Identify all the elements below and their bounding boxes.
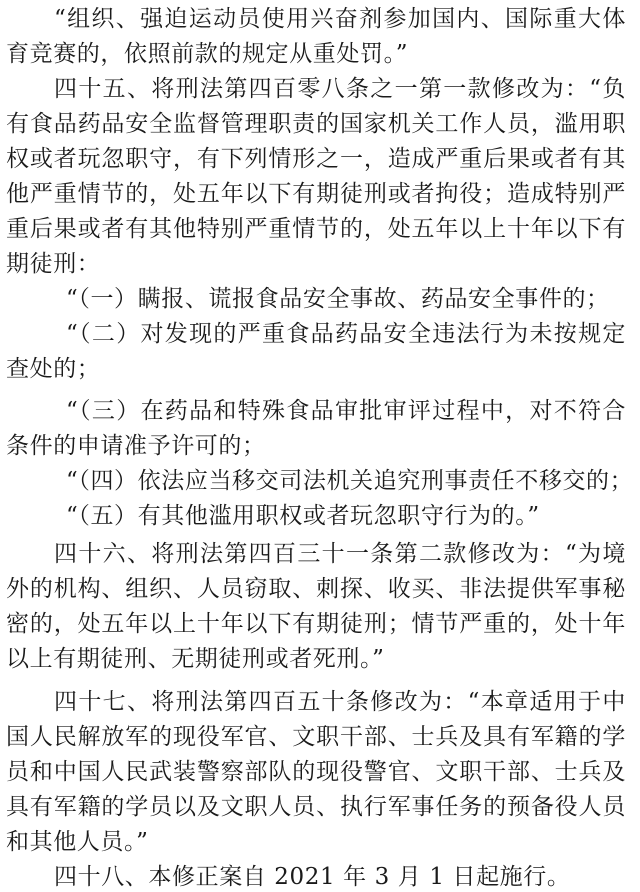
text-line: “（四）依法应当移交司法机关追究刑事责任不移交的；: [66, 468, 634, 494]
text-line: 四十七、将刑法第四百五十条修改为：“本章适用于中: [54, 689, 626, 715]
text-line: 密的，处五年以上十年以下有期徒刑；情节严重的，处十年: [6, 611, 626, 637]
text-line: 育竞赛的，依照前款的规定从重处罚。”: [6, 41, 409, 67]
text-line: 四十八、本修正案自 2021 年 3 月 1 日起施行。: [54, 864, 571, 890]
text-line: 条件的申请准予许可的；: [6, 433, 266, 459]
text-line: 期徒刑：: [6, 251, 101, 277]
text-line: 有食品药品安全监督管理职责的国家机关工作人员，滥用职: [6, 111, 626, 137]
text-line: 外的机构、组织、人员窃取、刺探、收买、非法提供军事秘: [6, 576, 626, 602]
text-line: 和其他人员。”: [6, 829, 149, 855]
text-line: “（三）在药品和特殊食品审批审评过程中，对不符合: [66, 398, 626, 424]
text-line: 四十五、将刑法第四百零八条之一第一款修改为：“负: [54, 76, 626, 102]
text-line: “（一）瞒报、谎报食品安全事故、药品安全事件的；: [66, 286, 610, 312]
text-line: 权或者玩忽职守，有下列情形之一，造成严重后果或者有其: [6, 146, 626, 172]
text-line: 员和中国人民武装警察部队的现役警官、文职干部、士兵及: [6, 759, 626, 785]
text-line: 重后果或者有其他特别严重情节的，处五年以上十年以下有: [6, 216, 626, 242]
text-line: “组织、强迫运动员使用兴奋剂参加国内、国际重大体: [54, 6, 626, 32]
text-line: 以上有期徒刑、无期徒刑或者死刑。”: [6, 646, 385, 672]
text-line: 具有军籍的学员以及文职人员、执行军事任务的预备役人员: [6, 794, 626, 820]
text-line: 查处的；: [6, 356, 101, 382]
text-line: “（五）有其他滥用职权或者玩忽职守行为的。”: [66, 503, 540, 529]
text-line: 国人民解放军的现役军官、文职干部、士兵及具有军籍的学: [6, 724, 626, 750]
text-line: “（二）对发现的严重食品药品安全违法行为未按规定: [66, 321, 626, 347]
text-line: 四十六、将刑法第四百三十一条第二款修改为：“为境: [54, 541, 626, 567]
text-line: 他严重情节的，处五年以下有期徒刑或者拘役；造成特别严: [6, 181, 626, 207]
